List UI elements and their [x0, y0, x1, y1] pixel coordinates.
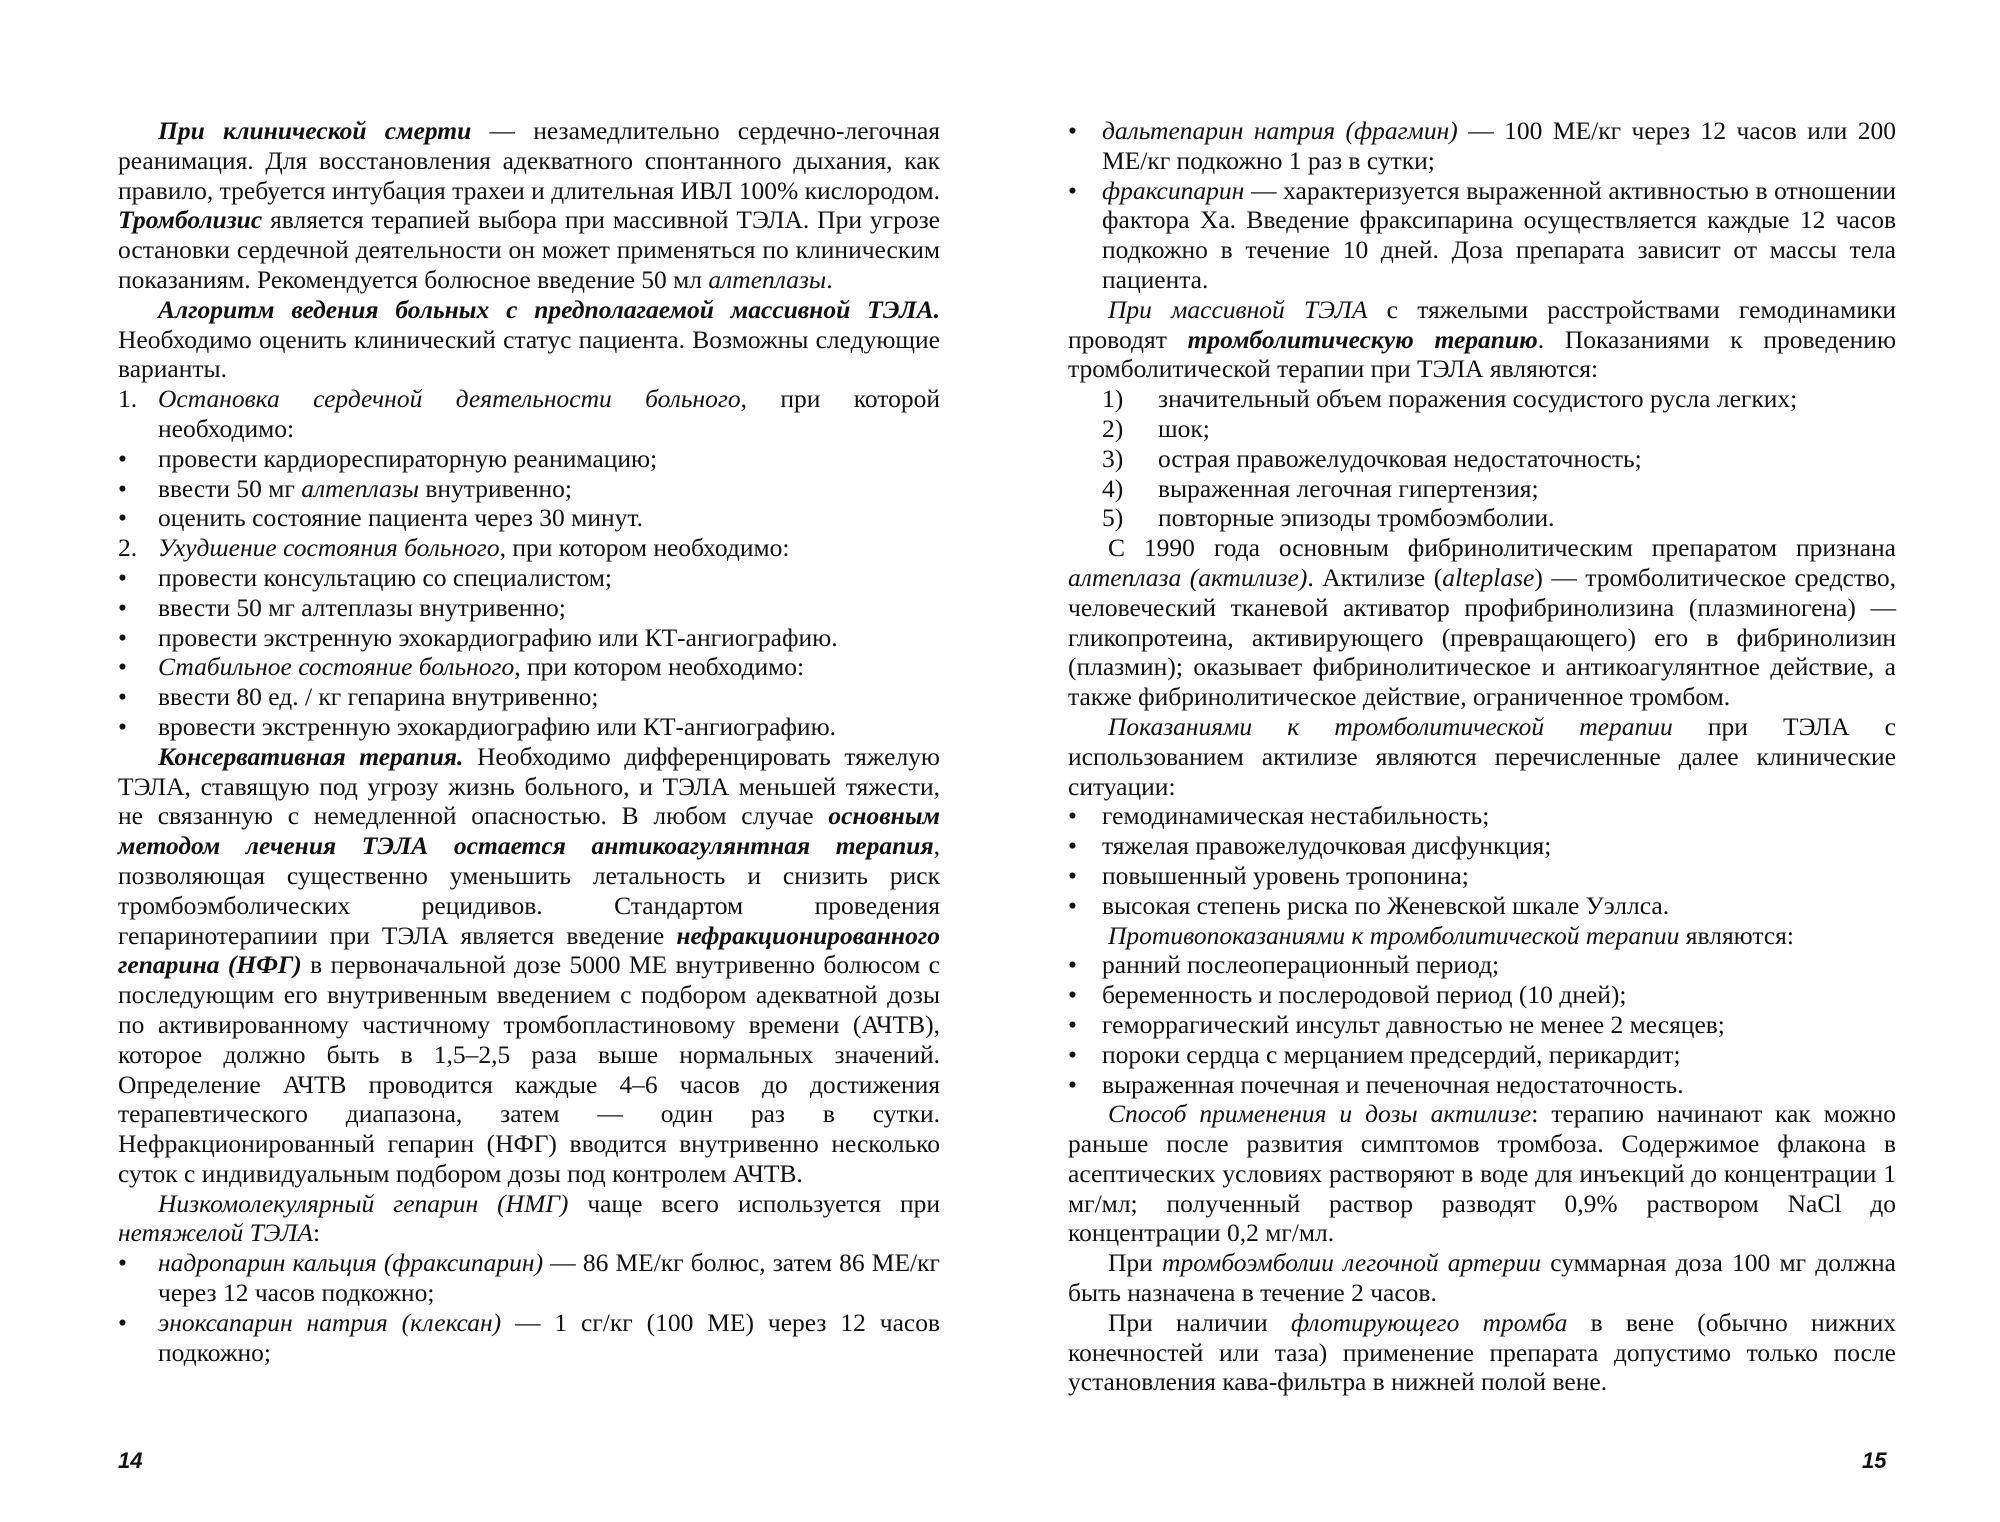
bullet-icon: • [118, 473, 127, 503]
bullet-icon: • [118, 1307, 127, 1337]
item-number: 1. [118, 384, 138, 414]
right-page-column [1068, 116, 1896, 1397]
bullet-item: • ранний послеоперационный период; [1068, 950, 1500, 980]
paragraph-conservative-therapy: Консервативная терапия. Необходимо дифференцировать тяжелую ТЭЛА, ставящую под угрозу жизнь больного, и ТЭЛА меньшей тяжести, не связанную с немедленной опасностью. В любом случае основным методом лечения ТЭЛА остается антикоагулянтная терапия, позволяющая существенно уменьшить летальность и снизить риск тромбоэмболических рецидивов. Стандартом проведения гепаринотерапиии при ТЭЛА является введение нефракционированного гепарина (НФГ) в первоначальной дозе 5000 МЕ внутривенно болюсом с последующим его внутривенным введением с подбором адекватной дозы по активированному частичному тромбопластиновому времени (АЧТВ), которое должно быть в 1,5–2,5 раза выше нормальных значений. Определение АЧТВ проводится каждые 4–6 часов до достижения терапевтического диапазона, затем — один раз в сутки. Нефракционированный гепарин (НФГ) вводится внутривенно несколько суток с индивидуальным подбором дозы под контролем АЧТВ. [118, 741, 940, 1188]
bullet-icon: • [118, 652, 127, 682]
item-number: 5) [1102, 503, 1124, 533]
paragraph-contraindications: Противопоказаниями к тромболитической терапии являются: [1108, 920, 1794, 950]
bullet-icon: • [1068, 860, 1077, 890]
paragraph-floating-thrombus: При наличии флотирующего тромба в вене (обычно нижних конечностей или таза) применение препарата допустимо только после установления кава-фильтра в нижней полой вене. [1068, 1307, 1896, 1397]
bullet-item: • оценить состояние пациента через 30 минут. [118, 503, 643, 533]
bullet-icon: • [118, 443, 127, 473]
bullet-icon: • [1068, 1039, 1077, 1069]
page-number-right: 15 [1862, 1448, 1887, 1473]
paragraph-pe-dose: При тромбоэмболии легочной артерии суммарная доза 100 мг должна быть назначена в течение 2 часов. [1068, 1248, 1897, 1308]
bullet-icon: • [1068, 980, 1077, 1010]
numbered-item: 5) повторные эпизоды тромбоэмболии. [1102, 503, 1555, 533]
item-number: 2) [1102, 413, 1124, 443]
bullet-item: • ввести 50 мг алтеплазы внутривенно; [118, 473, 572, 503]
bullet-item: • ввести 50 мг алтеплазы внутривенно; [118, 592, 566, 622]
bullet-icon: • [1068, 890, 1077, 920]
bullet-item: • провести консультацию со специалистом; [118, 562, 612, 592]
bullet-icon: • [118, 562, 127, 592]
bullet-item: • беременность и послеродовой период (10 дней); [1068, 980, 1627, 1010]
bullet-item: • высокая степень риска по Женевской шкале Уэллса. [1068, 890, 1670, 920]
page-number-left: 14 [118, 1448, 143, 1473]
bullet-item: • дальтепарин натрия (фрагмин) — 100 МЕ/кг через 12 часов или 200 МЕ/кг подкожно 1 раз в сутки; [1068, 116, 1896, 175]
bullet-icon: • [1068, 1069, 1077, 1099]
bullet-item: • провести кардиореспираторную реанимацию; [118, 443, 658, 473]
bullet-item: • геморрагический инсульт давностью не менее 2 месяцев; [1068, 1009, 1725, 1039]
paragraph-indications: Показаниями к тромболитической терапии при ТЭЛА с использованием актилизе являются перечисленные далее клинические ситуации: [1068, 711, 1896, 801]
bullet-item: • повышенный уровень тропонина; [1068, 860, 1469, 890]
bullet-item: • пороки сердца с мерцанием предсердий, перикардит; [1068, 1039, 1681, 1069]
numbered-item: 4) выраженная легочная гипертензия; [1102, 473, 1539, 503]
bullet-item: • тяжелая правожелудочковая дисфункция; [1068, 831, 1552, 861]
bullet-icon: • [1068, 801, 1077, 831]
item-number: 3) [1102, 443, 1124, 473]
bullet-icon: • [118, 503, 127, 533]
bullet-item: • выраженная почечная и печеночная недостаточность. [1068, 1069, 1684, 1099]
bullet-icon: • [118, 1248, 127, 1278]
bullet-icon: • [1068, 116, 1077, 145]
bullet-icon: • [1068, 175, 1077, 205]
paragraph-lmwh: Низкомолекулярный гепарин (НМГ) чаще всего используется при нетяжелой ТЭЛА: [118, 1188, 941, 1248]
bullet-item: • Стабильное состояние больного, при котором необходимо: [118, 652, 805, 682]
paragraph-massive-pe: При массивной ТЭЛА с тяжелыми расстройствами гемодинамики проводят тромболитическую терапию. Показаниями к проведению тромболитической терапии при ТЭЛА являются: [1068, 294, 1896, 384]
bullet-icon: • [1068, 831, 1077, 861]
bullet-icon: • [118, 622, 127, 652]
item-number: 2. [118, 533, 138, 563]
paragraph-clinical-death: При клинической смерти — незамедлительно сердечно-легочная реанимация. Для восстановления адекватного спонтанного дыхания, как правило, требуется интубация трахеи и длительная ИВЛ 100% кислородом. Тромболизис является терапией выбора при массивной ТЭЛА. При угрозе остановки сердечной деятельности он может применяться по клиническим показаниям. Рекомендуется болюсное введение 50 мл алтеплазы. [118, 116, 940, 294]
numbered-item: 2. Ухудшение состояния больного, при котором необходимо: [118, 533, 790, 563]
numbered-item: 2) шок; [1102, 413, 1210, 443]
bullet-item: • эноксапарин натрия (клексан) — 1 сг/кг (100 МЕ) через 12 часов подкожно; [118, 1307, 941, 1367]
numbered-item: 1. Остановка сердечной деятельности больного, при которой необходимо: [118, 384, 940, 443]
bullet-item: • надропарин кальция (фраксипарин) — 86 МЕ/кг болюс, затем 86 МЕ/кг через 12 часов подкожно; [118, 1248, 940, 1308]
bullet-item: • провести экстренную эхокардиографию или КТ-ангиографию. [118, 622, 838, 652]
bullet-item: • фраксипарин — характеризуется выраженной активностью в отношении фактора Ха. Введение фраксипарина осуществляется каждые 12 часов подкожно в течение 10 дней. Доза препарата зависит от массы тела пациента. [1068, 175, 1896, 294]
numbered-item: 1) значительный объем поражения сосудистого русла легких; [1102, 384, 1798, 414]
paragraph-alteplase: С 1990 года основным фибринолитическим препаратом признана алтеплаза (актилизе). Актилизе (alteplase) — тромболитическое средство, человеческий тканевой активатор профибринолизина (плазминогена) — гликопротеина, активирующего (превращающего) его в фибринолизин (плазмин); оказывает фибринолитическое и антикоагулянтное действие, а также фибринолитическое действие, ограниченное тромбом. [1068, 533, 1897, 712]
item-number: 4) [1102, 473, 1124, 503]
bullet-icon: • [118, 592, 127, 622]
left-page-column [118, 116, 940, 1367]
bullet-icon: • [118, 682, 127, 712]
bullet-item: • гемодинамическая нестабильность; [1068, 801, 1490, 831]
bullet-item: • ввести 80 ед. / кг гепарина внутривенно; [118, 682, 599, 712]
bullet-icon: • [1068, 950, 1077, 980]
bullet-item: • вровести экстренную эхокардиографию или КТ-ангиографию. [118, 711, 836, 741]
numbered-item: 3) острая правожелудочковая недостаточность; [1102, 443, 1642, 473]
paragraph-dosage: Способ применения и дозы актилизе: терапию начинают как можно раньше после развития симптомов тромбоза. Содержимое флакона в асептических условиях растворяют в воде для инъекций до концентрации 1 мг/мл; полученный раствор разводят 0,9% раствором NaCl до концентрации 0,2 мг/мл. [1068, 1099, 1896, 1248]
bullet-icon: • [1068, 1009, 1077, 1039]
bullet-icon: • [118, 711, 127, 741]
item-number: 1) [1102, 384, 1124, 414]
paragraph-algorithm: Алгоритм ведения больных с предполагаемой массивной ТЭЛА. Необходимо оценить клинический статус пациента. Возможны следующие варианты. [118, 294, 940, 384]
